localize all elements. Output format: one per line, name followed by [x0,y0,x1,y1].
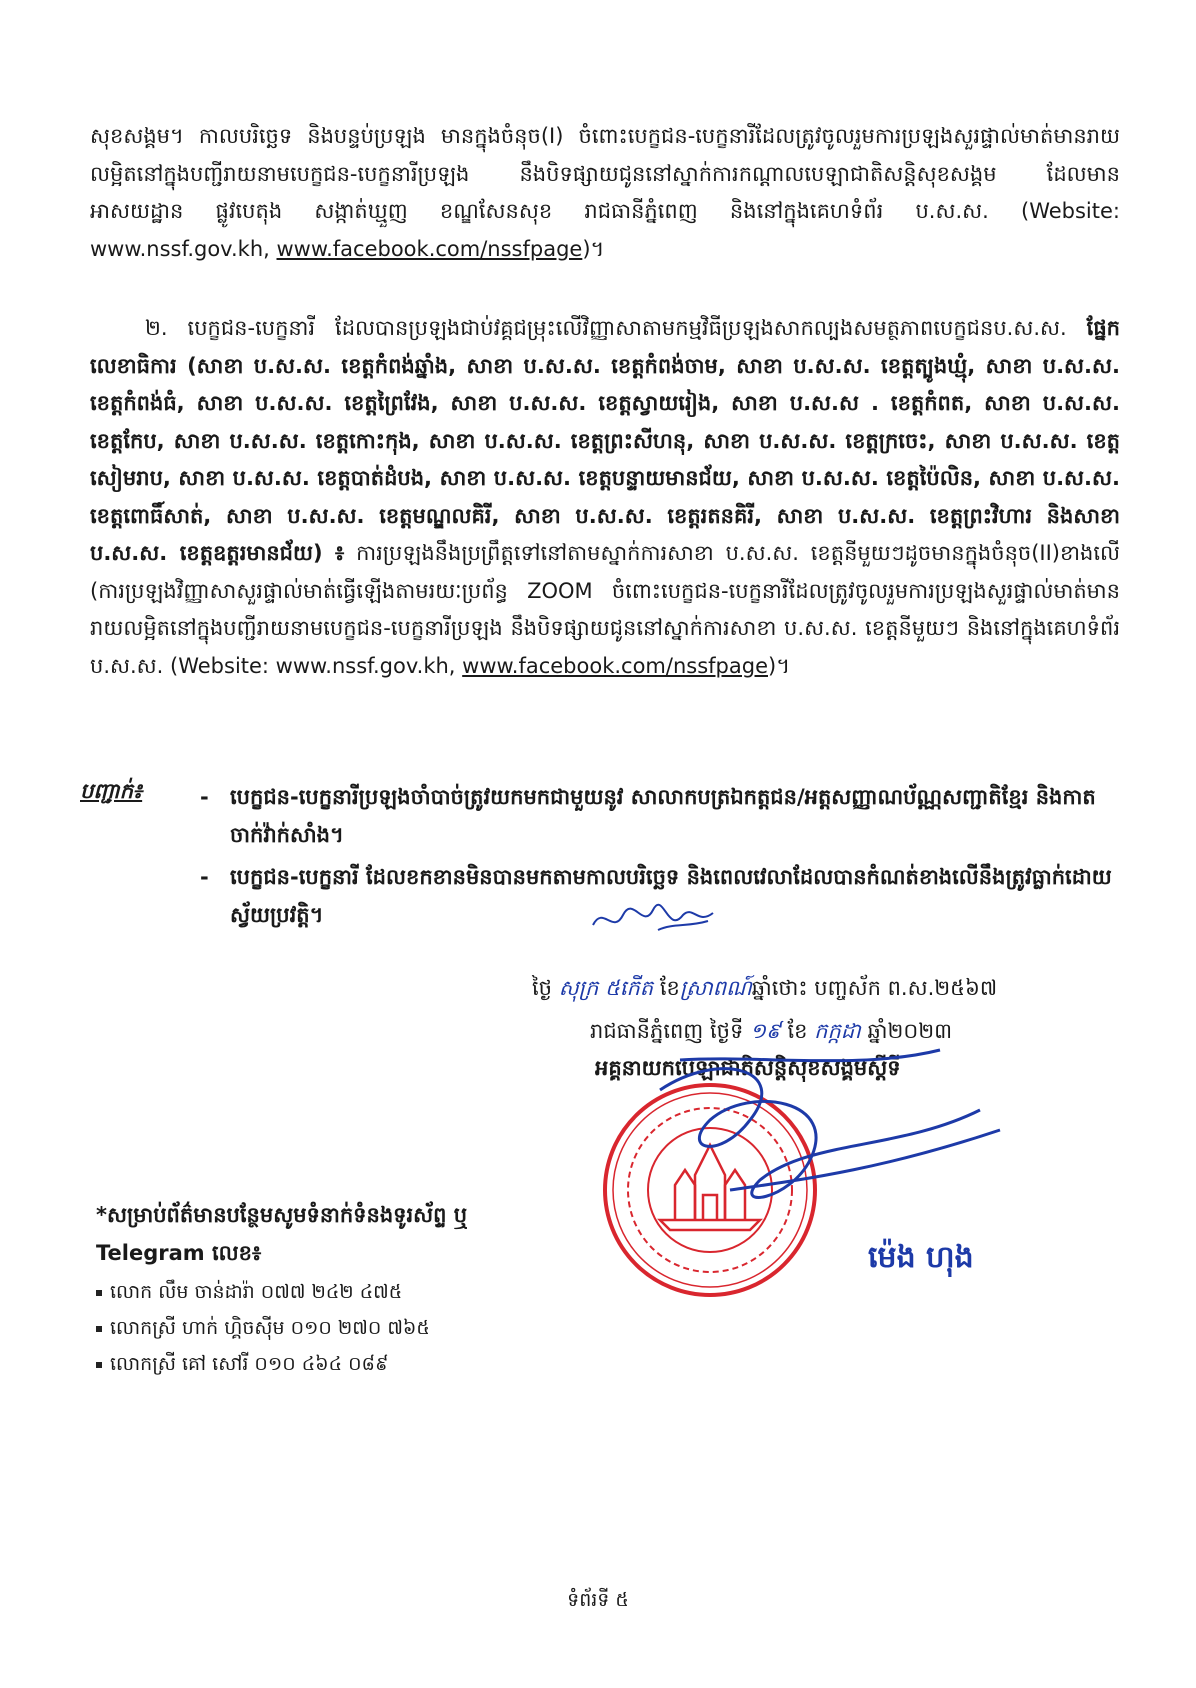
lunar-day-handwritten: សុក្រ ៥កើត [558,976,654,1000]
lunar-date [532,975,997,1006]
signatory-title: អគ្គនាយកបេឡាជាតិសន្តិសុខសង្គមស្តីទី [595,1056,901,1080]
paragraph-1 [90,118,1120,268]
paragraph-2 [90,310,1120,685]
contact-text: លោកស្រី គៅ សៅរី ០១០ ៤៦៤ ០៨៩ [110,1353,389,1375]
initial-mark [588,895,728,945]
note-item-text: បេក្ខជន-បេក្ខនារី ដែលខកខានមិនបានមកតាមកាលបរិច្ឆេទ និងពេលវេលាដែលបានកំណត់ខាងលើនឹងត្រូវធ្លាក់ដោយស្វ័យប្រវត្តិ។ [230,865,1112,927]
month-prefix: ខែ [659,976,680,1000]
facebook-link[interactable]: www.facebook.com/nssfpage [276,236,583,261]
paragraph-2-text: ការប្រឡងនឹងប្រព្រឹត្តទៅនៅតាមស្នាក់ការសាខា ប.ស.ស. ខេត្តនីមួយៗដូចមានក្នុងចំនុច(II)ខាងលើ (ការប្រឡងវិញ្ញាសាសួរផ្ទាល់មាត់ធ្វើឡើងតាមរយៈប្រព័ន្ធ ZOOM ចំពោះបេក្ខជន-បេក្ខនារីដែលត្រូវចូលរួមការប្រឡងសួរផ្ទាល់មាត់មានរាយលម្អិតនៅក្នុងបញ្ជីរាយនាមបេក្ខជន-បេក្ខនារីប្រឡង នឹងបិទផ្សាយជូននៅស្នាក់ការសាខា ប.ស.ស. ខេត្តនីមួយៗ និងនៅក្នុងគេហទំព័រ ប.ស.ស. (Website: www.nssf.gov.kh, [90,541,1120,678]
paragraph-1-text: សុខសង្គម។ កាលបរិច្ឆេទ និងបន្ទប់ប្រឡង មានក្នុងចំនុច(I) ចំពោះបេក្ខជន-បេក្ខនារីដែលត្រូវចូលរួមការប្រឡងសួរផ្ទាល់មាត់មានរាយលម្អិតនៅក្នុងបញ្ជីរាយនាមបេក្ខជន-បេក្ខនារីប្រឡង នឹងបិទផ្សាយជូននៅស្នាក់ការកណ្តាលបេឡាជាតិសន្តិសុខសង្គម ដែលមានអាសយដ្ឋាន ផ្លូវបេតុង សង្កាត់ឃ្មួញ ខណ្ឌសែនសុខ រាជធានីភ្នំពេញ និងនៅក្នុងគេហទំព័រ ប.ស.ស. (Website: www.nssf.gov.kh, [90,124,1120,261]
contact-item [96,1280,402,1308]
signatory-name: ម៉េង ហុង [868,1240,974,1275]
contact-text: លោកស្រី ហាក់ ហ្គិចស៊ីម ០១០ ២៧០ ៧៦៥ [110,1317,430,1339]
facebook-link-2[interactable]: www.facebook.com/nssfpage [462,653,768,678]
paragraph-2-branches: ផ្នែកលេខាធិការ (សាខា ប.ស.ស. ខេត្តកំពង់ឆ្នាំង, សាខា ប.ស.ស. ខេត្តកំពង់ចាម, សាខា ប.ស.ស. ខេត្តត្បូងឃ្មុំ, សាខា ប.ស.ស. ខេត្តកំពង់ធំ, សាខា ប.ស.ស. ខេត្តព្រៃវែង, សាខា ប.ស.ស. ខេត្តស្វាយរៀង, សាខា ប.ស.ស . ខេត្តកំពត, សាខា ប.ស.ស. ខេត្តកែប, សាខា ប.ស.ស. ខេត្តកោះកុង, សាខា ប.ស.ស. ខេត្តព្រះសីហនុ, សាខា ប.ស.ស. ខេត្តក្រចេះ, សាខា ប.ស.ស. ខេត្តសៀមរាប, សាខា ប.ស.ស. ខេត្តបាត់ដំបង, សាខា ប.ស.ស. ខេត្តបន្ទាយមានជ័យ, សាខា ប.ស.ស. ខេត្តប៉ៃលិន, សាខា ប.ស.ស. ខេត្តពោធិ៍សាត់, សាខា ប.ស.ស. ខេត្តមណ្ឌលគិរី, សាខា ប.ស.ស. ខេត្តរតនគិរី, សាខា ប.ស.ស. ខេត្តព្រះវិហារ និងសាខា ប.ស.ស. ខេត្តឧត្តរមានជ័យ) ៖ [90,316,1120,565]
bullet-icon [96,1362,102,1368]
contact-item [96,1352,388,1380]
signature [640,1030,1020,1250]
lunar-prefix: ថ្ងៃ [532,976,552,1000]
note-label: បញ្ជាក់៖ [80,779,143,803]
bullet-icon [96,1290,102,1296]
month-handwritten: ស្រាពណ៍ [679,976,752,1000]
paragraph-1-end: )។ [582,236,605,261]
contact-title: *សម្រាប់ព័ត៌មានបន្ថែមសូមទំនាក់ទំនងទូរស័ព្ទ ឬ Telegram លេខ៖ [96,1203,468,1265]
solar-month-handwritten: កក្កដា [814,1019,861,1043]
contact-item [96,1316,430,1344]
lunar-suffix: ឆ្នាំថោះ បញ្ចស័ក ព.ស.២៥៦៧ [751,976,998,1000]
solar-prefix: រាជធានីភ្នំពេញ ថ្ងៃទី [590,1019,744,1043]
paragraph-2-intro: ២. បេក្ខជន-បេក្ខនារី ដែលបានប្រឡងជាប់វគ្គជម្រុះលើវិញ្ញាសាតាមកម្មវិធីប្រឡងសាកល្បងសមត្ថភាពបេក្ខជនប.ស.ស. [145,316,1067,340]
paragraph-2-end: )។ [768,653,791,678]
note-item-text: បេក្ខជន-បេក្ខនារីប្រឡងចាំបាច់ត្រូវយកមកជាមួយនូវ សាលាកបត្រឯកត្តជន/អត្តសញ្ញាណប័ណ្ណសញ្ជាតិខ្មែរ និងកាតចាក់វ៉ាក់សាំង។ [230,785,1096,847]
solar-year: ឆ្នាំ២០២៣ [867,1019,953,1043]
dash-bullet: - [200,785,209,809]
note-item [200,778,1120,854]
dash-bullet: - [200,865,209,889]
bullet-icon [96,1326,102,1332]
solar-month-prefix: ខែ [787,1019,808,1043]
page-number: ទំព័រទី ៥ [567,1589,629,1611]
contact-text: លោក លឹម ចាន់ដារ៉ា ០៧៧ ២៤២ ៤៧៥ [110,1281,403,1303]
solar-day-handwritten: ១៩ [750,1019,781,1043]
